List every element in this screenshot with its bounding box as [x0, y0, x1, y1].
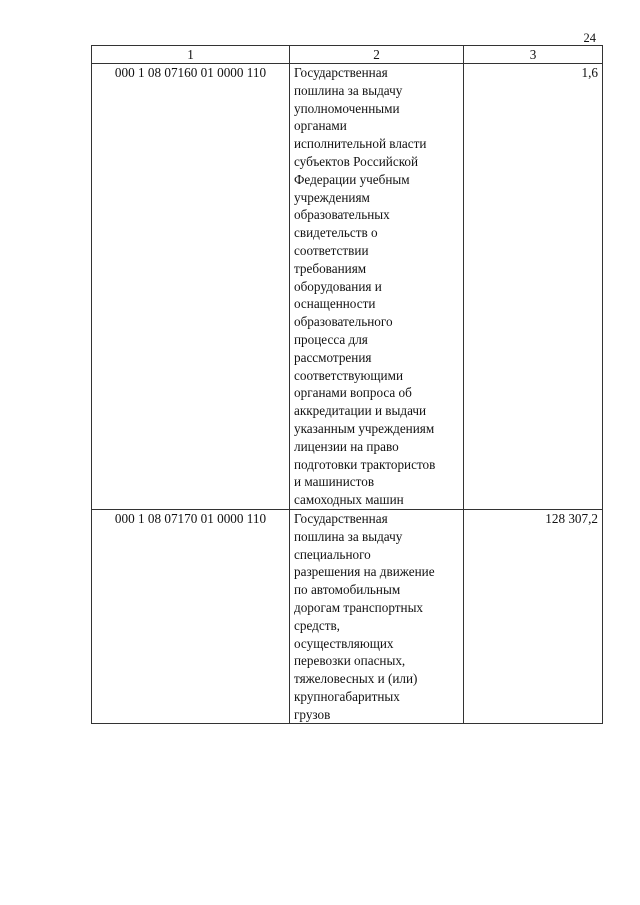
classification-code-cell: 000 1 08 07160 01 0000 110	[92, 64, 290, 510]
column-header-amount: 3	[464, 46, 603, 64]
revenue-description-cell: Государственная пошлина за выдачу специального разрешения на движение по автомобильным дорогам транспортных средств, осуществляющих перевозки опасных, тяжеловесных и (или) крупногабаритных грузов	[290, 509, 464, 724]
column-header-description: 2	[290, 46, 464, 64]
table-body	[92, 64, 603, 724]
table-row	[92, 509, 603, 724]
revenue-description-cell: Государственная пошлина за выдачу уполномоченными органами исполнительной власти субъектов Российской Федерации учебным учреждениям образовательных свидетельств о соответствии требованиям оборудования и оснащенности образовательного процесса для рассмотрения соответствующими органами вопроса об аккредитации и выдачи указанным учреждениям лицензии на право подготовки трактористов и машинистов самоходных машин	[290, 64, 464, 510]
page-number: 24	[583, 31, 596, 45]
amount-cell: 128 307,2	[464, 509, 603, 724]
column-header-code: 1	[92, 46, 290, 64]
table-header-row	[92, 46, 603, 64]
table-row	[92, 64, 603, 510]
budget-table	[91, 45, 603, 724]
classification-code-cell: 000 1 08 07170 01 0000 110	[92, 509, 290, 724]
amount-cell: 1,6	[464, 64, 603, 510]
